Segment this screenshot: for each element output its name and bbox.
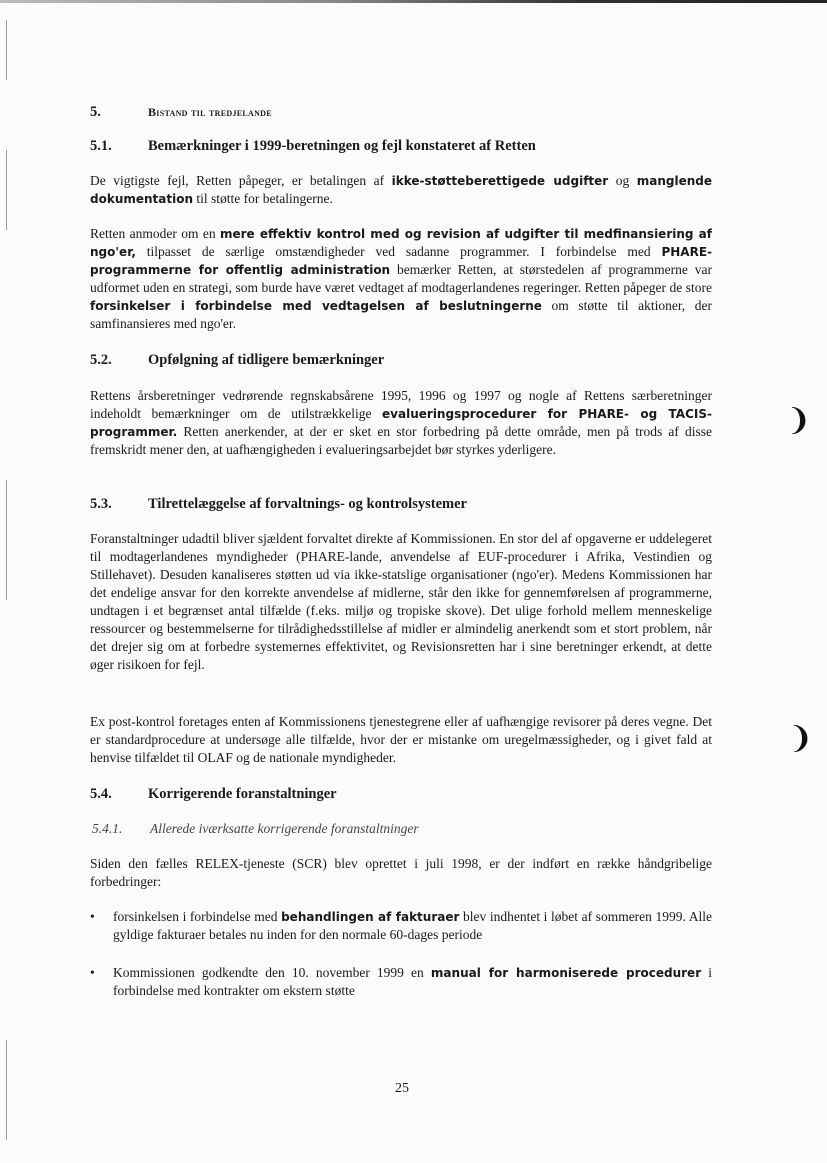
text-run: forsinkelsen i forbindelse med [113,909,282,924]
subsection-number: 5.4.1. [92,821,123,836]
section-number: 5.3. [90,496,112,512]
paragraph-follow-up [90,387,712,459]
paragraph-relex-improvements: Siden den fælles RELEX-tjeneste (SCR) blev oprettet i juli 1998, er der indført en række håndgribelige forbedringer: [90,856,712,889]
text-run: til støtte for betalingerne. [193,191,333,206]
page-top-edge [0,0,827,3]
text-run: Retten anmoder om en [90,226,220,241]
scan-edge-line [6,480,7,600]
list-item [90,908,712,944]
list-item-text [113,908,712,944]
bullet-glyph: • [90,965,95,980]
section-heading-5-1 [90,138,536,155]
section-number: 5. [90,104,101,120]
section-number: 5.1. [90,138,112,154]
section-number: 5.2. [90,352,112,368]
bold-run: PHARE-programmerne for offentlig administration [90,245,712,277]
section-heading-5 [90,104,272,121]
scan-edge-line [6,1040,7,1140]
margin-bracket-mark: ❩ [786,403,812,438]
paragraph-errors [90,172,712,208]
scan-edge-line [6,20,7,80]
list-item [90,964,712,1000]
text-run: i forbindelse med kontrakter om ekstern støtte [113,965,712,998]
section-heading-5-2 [90,352,384,369]
text-run: bemærker Retten, at størstedelen af programmerne var udformet uden en strategi, som burde have været vedtaget af modtagerlandenes regeringer. Retten påpeger de store [90,262,712,295]
text-run: og [608,173,637,188]
section-title: Tilrettelæggelse af forvaltnings- og kontrolsystemer [148,496,467,512]
bold-run: manglende dokumentation [90,174,713,206]
bold-run: forsinkelser i forbindelse med vedtagelsen af beslutningerne [90,299,542,313]
bullet-glyph: • [90,909,95,924]
section-heading-5-4 [90,786,337,803]
bold-run: mere effektiv kontrol med og revision af udgifter til medfinansiering af ngo'er, [90,227,712,259]
paragraph-management-systems: Foranstaltninger udadtil bliver sjældent forvaltet direkte af Kommissionen. En stor del af opgaverne er uddelegeret til modtagerlandenes myndigheder (PHARE-lande, anvendelse af EUF-procedurer i Afrika, Vestindien og Stillehavet). Desuden kanaliseres støtten ud via ikke-statslige organisationer (ngo'er). Medens Kommissionen har det endelige ansvar for den korrekte anvendelse af midlerne, står den ikke for gennemførelsen af programmerne, undtagen i et begrænset antal tilfælde (f.eks. miljø og tropiske skove). Det ulige forhold mellem menneskelige ressourcer og bestemmelserne for tilrådighedsstillelse af midler er almindelig anerkendt som et stort problem, når det drejer sig om at forbedre systemernes effektivitet, og Revisionsretten har i sine beretninger erkendt, at dette øger risikoen for fejl. [90,531,712,672]
bold-run: ikke-støtteberettigede udgifter [391,174,609,188]
list-item-text [113,964,712,1000]
text-run: tilpasset de særlige omstændigheder ved sadanne programmer. I forbindelse med [135,244,662,259]
text-run: Retten anerkender, at der er sket en stor forbedring på dette område, men på trods af disse fremskridt mener den, at uafhængigheden i evalueringsarbejdet bør styrkes yderligere. [90,424,712,457]
subsection-title: Allerede iværksatte korrigerende foranstaltninger [150,821,419,836]
paragraph-ex-post-control: Ex post-kontrol foretages enten af Kommissionens tjenestegrene eller af uafhængige revisorer på deres vegne. Det er standardprocedure at undersøge alle tilfælde, hvor der er mistanke om uregelmæssigheder, og i givet fald at henvise tilfældet til OLAF og de nationale myndigheder. [90,714,712,765]
section-heading-5-3 [90,496,467,513]
text-run: Kommissionen godkendte den 10. november 1999 en [113,965,431,980]
section-title: Opfølgning af tidligere bemærkninger [148,352,385,368]
scan-edge-line [6,150,7,230]
section-number: 5.4. [90,786,112,802]
text-run: blev indhentet i løbet af sommeren 1999. Alle gyldige fakturaer betales nu inden for den normale 60-dages periode [113,909,712,942]
text-run: De vigtigste fejl, Retten påpeger, er betalingen af [90,173,392,188]
bold-run: evalueringsprocedurer for PHARE- og TACIS-programmer. [90,407,712,439]
paragraph-control-request [90,225,712,333]
subsection-heading-5-4-1 [92,821,419,837]
page-number: 25 [395,1081,409,1096]
text-run: om støtte til aktioner, der samfinansieres med ngo'er. [90,298,712,331]
text-run: Rettens årsberetninger vedrørende regnskabsårene 1995, 1996 og 1997 og nogle af Rettens særberetninger indeholdt bemærkninger om de utilstrækkelige [90,388,712,421]
section-title: Korrigerende foranstaltninger [148,786,337,802]
section-title: Bemærkninger i 1999-beretningen og fejl konstateret af Retten [148,138,536,154]
section-title: Bistand til tredjelande [148,105,272,119]
bold-run: behandlingen af fakturaer [281,910,460,924]
margin-bracket-mark: ❩ [788,721,814,756]
bold-run: manual for harmoniserede procedurer [430,966,702,980]
